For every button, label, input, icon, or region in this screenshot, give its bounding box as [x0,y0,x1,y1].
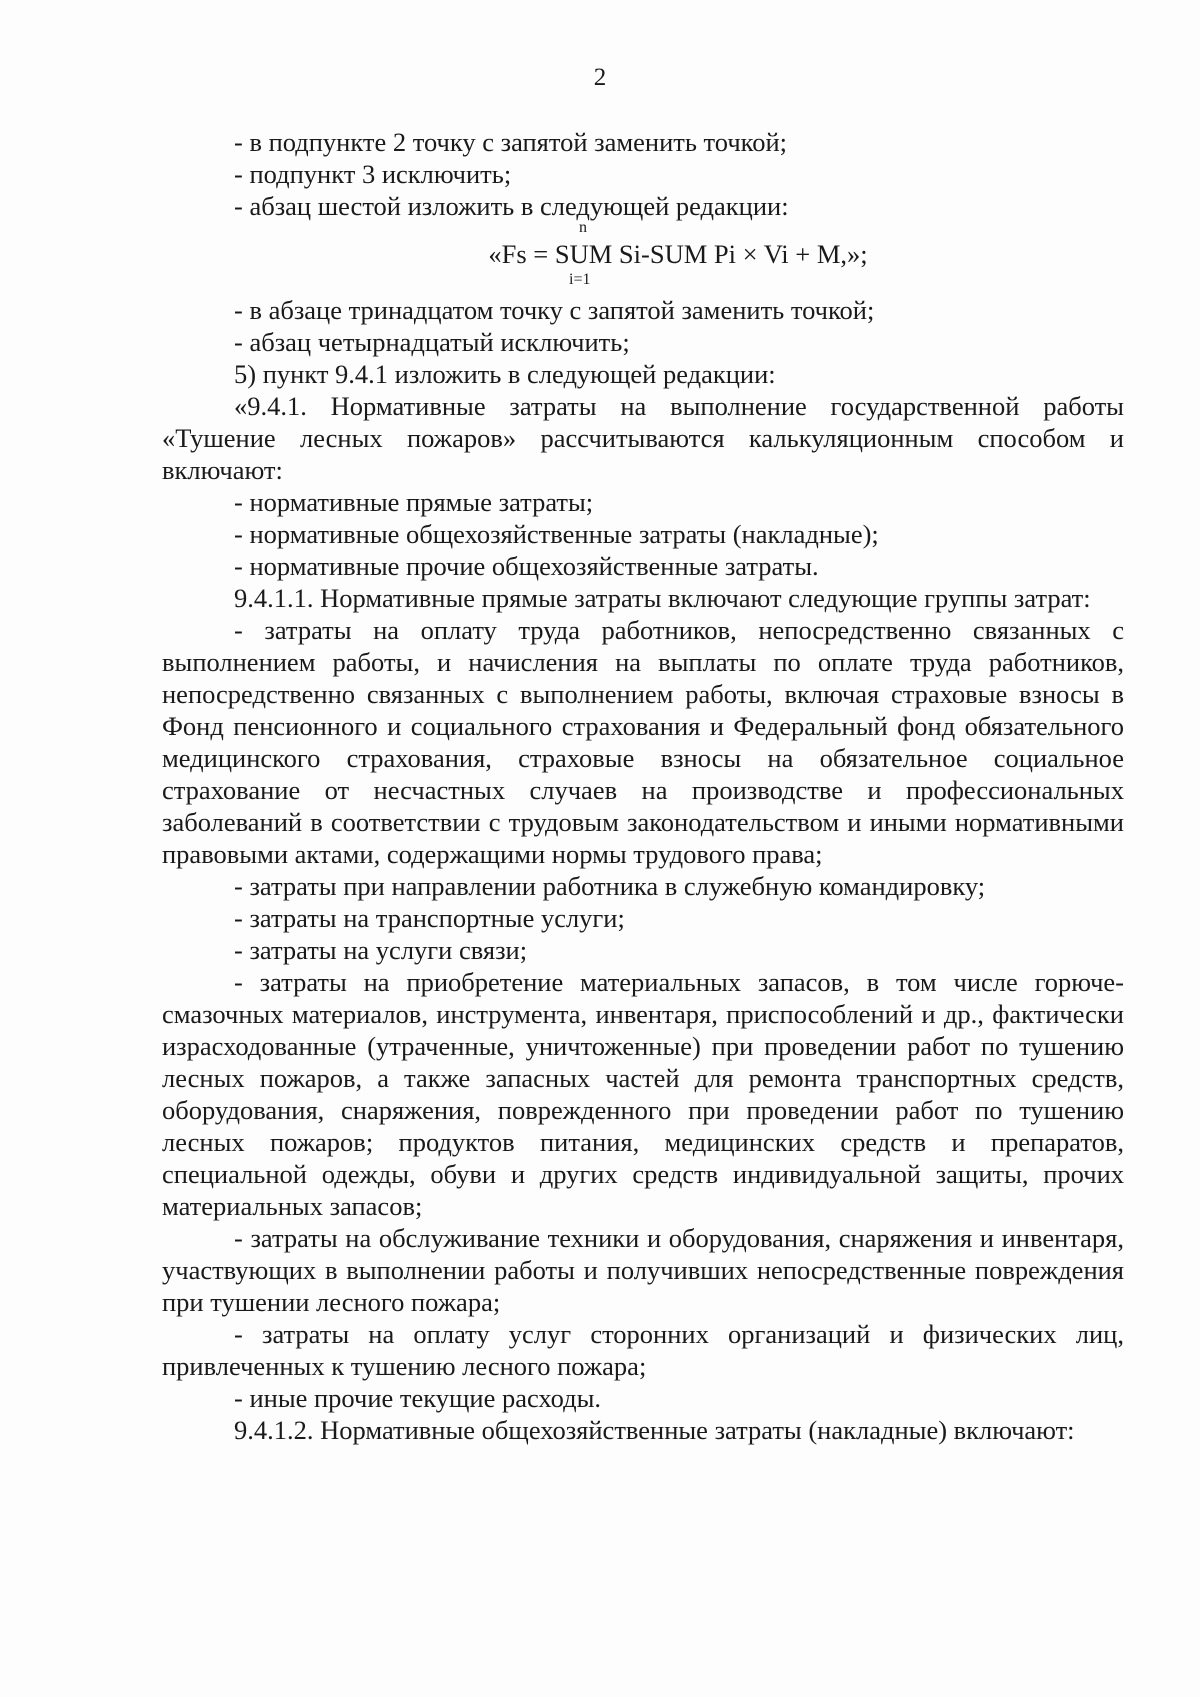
paragraph-services: - затраты на оплату услуг сторонних организаций и физических лиц, привлеченных к тушению лесного пожара; [162,1319,1124,1381]
paragraph-materials: - затраты на приобретение материальных запасов, в том числе горюче-смазочных материалов, инструмента, инвентаря, приспособлений и др., фактически израсходованные (утраченные, уничтоженные) при проведении работ по тушению лесных пожаров, а также запасных частей для ремонта транспортных средств, оборудования, снаряжения, поврежденного при проведении работ по тушению лесных пожаров; продуктов питания, медицинских средств и препаратов, специальной одежды, обуви и других средств индивидуальной защиты, прочих материальных запасов; [162,967,1124,1221]
paragraph-labor-costs: - затраты на оплату труда работников, непосредственно связанных с выполнением работы, и начисления на выплаты по оплате труда работников, непосредственно связанных с выполнением работы, включая страховые взносы в Фонд пенсионного и социального страхования и Федеральный фонд обязательного медицинского страхования, страховые взносы на обязательное социальное страхование от несчастных случаев на производстве и профессиональных заболеваний в соответствии с трудовым законодательством и иными нормативными правовыми актами, содержащими нормы трудового права; [162,615,1124,869]
paragraph-9-4-1-2: 9.4.1.2. Нормативные общехозяйственные затраты (накладные) включают: [234,1415,1075,1445]
list-item: - в абзаце тринадцатом точку с запятой заменить точкой; [234,295,875,325]
formula [162,219,1124,294]
list-item: - затраты на транспортные услуги; [234,903,625,933]
list-item: - абзац четырнадцатый исключить; [234,327,630,357]
list-item: - подпункт 3 исключить; [234,159,512,189]
list-item: - затраты на услуги связи; [234,935,528,965]
formula-main: «Fs = SUM Si-SUM Pi × Vi + M,»; [488,239,868,269]
list-item: - нормативные общехозяйственные затраты (накладные); [234,519,879,549]
formula-lower-limit: i=1 [569,271,591,288]
list-item: - в подпункте 2 точку с запятой заменить точкой; [234,127,788,157]
list-item: - абзац шестой изложить в следующей редакции: [234,191,789,221]
list-item: 5) пункт 9.4.1 изложить в следующей редакции: [234,359,776,389]
list-item: - затраты при направлении работника в служебную командировку; [234,871,986,901]
formula-upper-limit: n [579,219,587,236]
list-item: - нормативные прочие общехозяйственные затраты. [234,551,819,581]
paragraph-9-4-1-1: 9.4.1.1. Нормативные прямые затраты включают следующие группы затрат: [234,583,1091,613]
paragraph-9-4-1: «9.4.1. Нормативные затраты на выполнение государственной работы «Тушение лесных пожаров» рассчитываются калькуляционным способом и включают: [162,391,1124,485]
list-item: - иные прочие текущие расходы. [234,1383,602,1413]
list-item: - нормативные прямые затраты; [234,487,594,517]
paragraph-maintenance: - затраты на обслуживание техники и оборудования, снаряжения и инвентаря, участвующих в выполнении работы и получивших непосредственные повреждения при тушении лесного пожара; [162,1223,1124,1317]
document-body [162,126,1124,1446]
page-number: 2 [593,64,607,91]
